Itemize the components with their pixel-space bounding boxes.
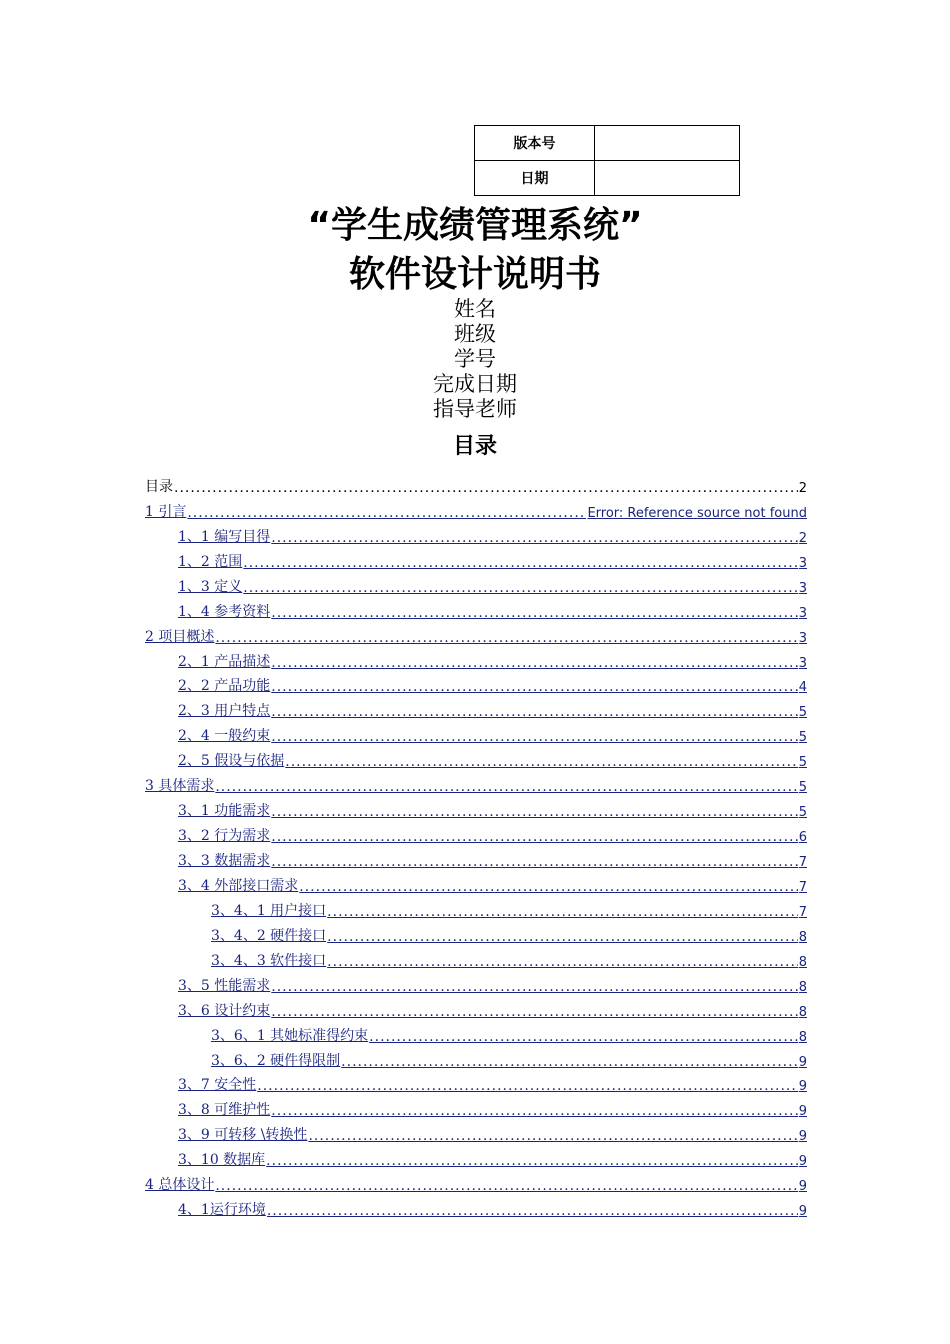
version-table (474, 125, 740, 196)
toc-leader (243, 555, 797, 571)
table-of-contents (145, 471, 807, 1219)
toc-link[interactable]: 3、6 设计约束 ..... 8 (145, 995, 807, 1020)
toc-leader (299, 879, 797, 895)
document-subtitle: 软件设计说明书 (348, 254, 601, 295)
toc-leader (271, 704, 797, 720)
toc-link[interactable]: 4、1运行环境 ..... 9 (145, 1194, 807, 1219)
toc-leader (215, 630, 797, 646)
toc-link[interactable]: 3、9 可转移 \转换性 ..... 9 (145, 1119, 807, 1144)
version-value (595, 126, 740, 161)
toc-link[interactable]: 1、3 定义 ..... 3 (145, 571, 807, 596)
toc-link[interactable]: 3、4、1 用户接口 ..... 7 (145, 895, 807, 920)
toc-link[interactable]: 1、1 编写目得 ..... 2 (145, 521, 807, 546)
toc-leader (215, 1178, 797, 1194)
toc-leader (271, 530, 797, 546)
toc-link[interactable]: 2、5 假设与依据 ..... 5 (145, 745, 807, 770)
toc-leader (327, 954, 798, 970)
toc-leader (341, 1054, 798, 1070)
toc-link[interactable]: 1 引言 ..... Error: Reference source not found (145, 496, 807, 521)
toc-leader (271, 979, 797, 995)
toc-link[interactable]: 3、1 功能需求 ..... 5 (145, 795, 807, 820)
toc-leader (285, 754, 797, 770)
cover-info (0, 297, 950, 422)
toc-link[interactable]: 3、6、2 硬件得限制 ..... 9 (145, 1045, 807, 1070)
toc-leader (266, 1153, 798, 1169)
toc-leader (243, 580, 797, 596)
toc-leader (308, 1128, 797, 1144)
toc-link[interactable]: 2、2 产品功能 ..... 4 (145, 671, 807, 696)
toc-link[interactable]: 3、4、2 硬件接口 ..... 8 (145, 920, 807, 945)
version-label: 版本号 (475, 126, 595, 161)
class-field: 班级 (454, 322, 496, 346)
toc-link[interactable]: 3、6、1 其她标准得约束 ..... 8 (145, 1020, 807, 1045)
toc-leader (271, 729, 797, 745)
student-id-field: 学号 (454, 347, 496, 371)
toc-leader (327, 904, 798, 920)
toc-leader (215, 779, 797, 795)
toc-leader (271, 829, 797, 845)
toc-leader (271, 854, 797, 870)
toc-link[interactable]: 3、4 外部接口需求 ..... 7 (145, 870, 807, 895)
toc-leader (271, 1103, 797, 1119)
toc-entry[interactable]: 目录 ..... 2 (145, 471, 807, 496)
toc-link[interactable]: 2、3 用户特点 ..... 5 (145, 695, 807, 720)
toc-link[interactable]: 4 总体设计 ..... 9 (145, 1169, 807, 1194)
toc-leader (257, 1078, 797, 1094)
toc-leader (267, 1203, 798, 1219)
toc-leader (271, 1004, 797, 1020)
toc-leader (174, 480, 798, 496)
toc-link[interactable]: 3、5 性能需求 ..... 8 (145, 970, 807, 995)
date-value (595, 161, 740, 196)
toc-leader (271, 605, 797, 621)
toc-leader (271, 679, 797, 695)
toc-heading: 目录 (452, 434, 497, 459)
toc-link[interactable]: 3、2 行为需求 ..... 6 (145, 820, 807, 845)
toc-link[interactable]: 3、10 数据库 ..... 9 (145, 1144, 807, 1169)
toc-link[interactable]: 3、8 可维护性 ..... 9 (145, 1094, 807, 1119)
toc-link[interactable]: 3、4、3 软件接口 ..... 8 (145, 945, 807, 970)
toc-link[interactable]: 3、7 安全性 ..... 9 (145, 1070, 807, 1095)
advisor-field: 指导老师 (433, 397, 517, 421)
toc-link[interactable]: 3 具体需求 ..... 5 (145, 770, 807, 795)
date-label: 日期 (475, 161, 595, 196)
toc-link[interactable]: 1、2 范围 ..... 3 (145, 546, 807, 571)
toc-link[interactable]: 2、1 产品描述 ..... 3 (145, 646, 807, 671)
document-title: “学生成绩管理系统” (307, 205, 643, 246)
toc-link[interactable]: 2 项目概述 ..... 3 (145, 621, 807, 646)
toc-leader (187, 505, 586, 521)
toc-link[interactable]: 3、3 数据需求 ..... 7 (145, 845, 807, 870)
completion-date-field: 完成日期 (433, 372, 517, 396)
toc-leader (327, 929, 798, 945)
toc-leader (271, 655, 797, 671)
toc-link[interactable]: 1、4 参考资料 ..... 3 (145, 596, 807, 621)
name-field: 姓名 (454, 297, 496, 321)
toc-link[interactable]: 2、4 一般约束 ..... 5 (145, 720, 807, 745)
toc-leader (271, 804, 797, 820)
toc-leader (369, 1029, 798, 1045)
